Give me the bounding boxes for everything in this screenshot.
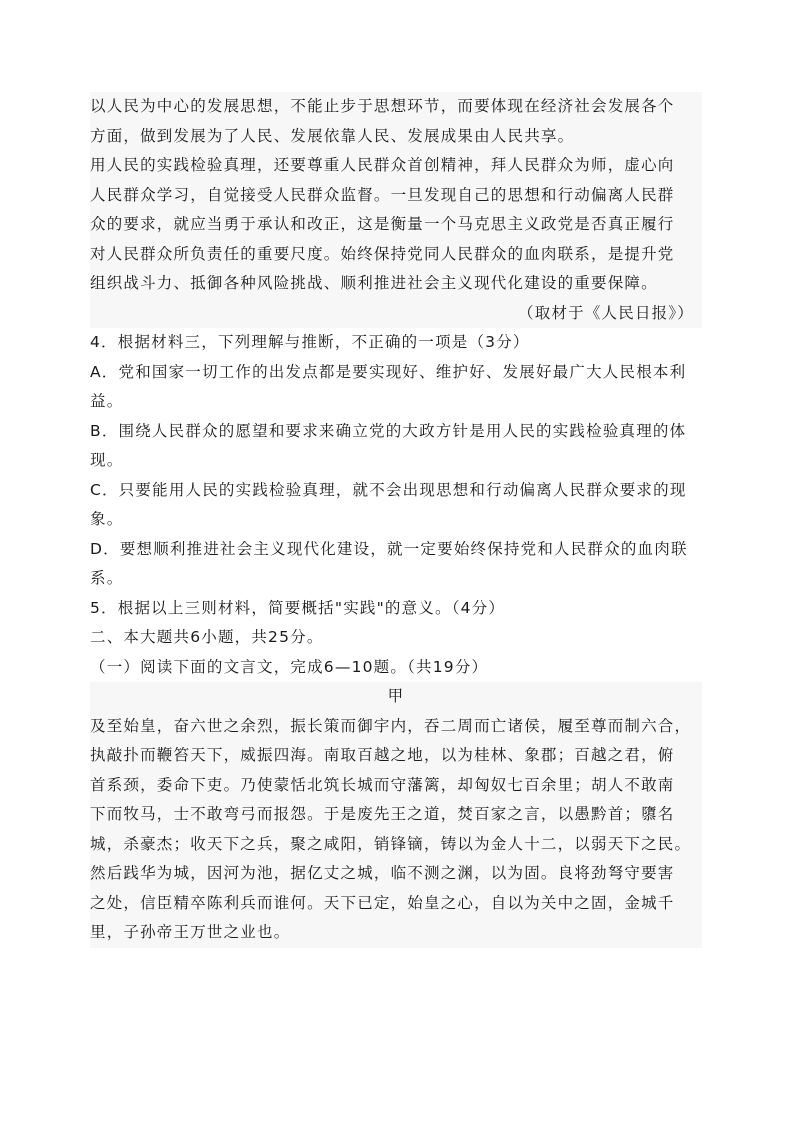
- question-4-option-b-cont: 现。: [90, 451, 124, 469]
- passage-line: 用人民的实践检验真理，还要尊重人民群众首创精神，拜人民群众为师，虚心向: [90, 156, 675, 174]
- question-4-stem: 4．根据材料三，下列理解与推断，不正确的一项是（3分）: [90, 333, 530, 351]
- classical-line: 然后践华为城，因河为池，据亿丈之城，临不测之渊，以为固。良将劲弩守要害: [90, 864, 675, 882]
- classical-line: 城，杀豪杰；收天下之兵，聚之咸阳，销锋镝，铸以为金人十二，以弱天下之民。: [90, 834, 692, 853]
- classical-line: 里，子孙帝王万世之业也。: [90, 923, 291, 941]
- question-5: 5．根据以上三则材料，简要概括"实践"的意义。（4分）: [90, 598, 506, 617]
- passage-line: 方面，做到发展为了人民、发展依靠人民、发展成果由人民共享。: [90, 126, 575, 145]
- exam-page: [90, 92, 702, 948]
- classical-line: 及至始皇，奋六世之余烈，振长策而御宇内，吞二周而亡诸侯，履至尊而制六合，: [90, 716, 692, 735]
- section-2-subheading: （一）阅读下面的文言文，完成6—10题。（共19分）: [90, 657, 489, 676]
- classical-line: 执敲扑而鞭笞天下，威振四海。南取百越之地，以为桂林、象郡；百越之君，俯: [90, 746, 675, 764]
- question-4-option-b: B．围绕人民群众的愿望和要求来确立党的大政方针是用人民的实践检验真理的体: [90, 421, 687, 440]
- question-4-option-c-cont: 象。: [90, 510, 124, 528]
- classical-line: 下而牧马，士不敢弯弓而报怨。于是废先王之道，焚百家之言，以愚黔首；隳名: [90, 805, 675, 823]
- classical-line: 首系颈，委命下吏。乃使蒙恬北筑长城而守藩篱，却匈奴七百余里；胡人不敢南: [90, 775, 675, 794]
- passage-line: 对人民群众所负责任的重要尺度。始终保持党同人民群众的血肉联系，是提升党: [90, 244, 675, 263]
- question-4-option-a: A．党和国家一切工作的出发点都是要实现好、维护好、发展好最广大人民根本利: [90, 362, 687, 381]
- question-4-option-d: D．要想顺利推进社会主义现代化建设，就一定要始终保持党和人民群众的血肉联: [90, 539, 688, 558]
- passage-line: 以人民为中心的发展思想，不能止步于思想环节，而要体现在经济社会发展各个: [90, 97, 675, 115]
- passage-title: 甲: [387, 687, 405, 705]
- source-citation: （取材于《人民日报》）: [518, 303, 694, 322]
- passage-line: 众的要求，就应当勇于承认和改正，这是衡量一个马克思主义政党是否真正履行: [90, 215, 675, 233]
- question-4-option-d-cont: 系。: [90, 569, 124, 587]
- question-4-option-a-cont: 益。: [90, 392, 124, 410]
- classical-passage: [90, 682, 702, 948]
- passage-line: 人民群众学习，自觉接受人民群众监督。一旦发现自己的思想和行动偏离人民群: [90, 185, 675, 204]
- material-three-passage: [90, 92, 702, 328]
- classical-line: 之处，信臣精卒陈利兵而谁何。天下已定，始皇之心，自以为关中之固，金城千: [90, 893, 675, 912]
- question-4-option-c: C．只要能用人民的实践检验真理，就不会出现思想和行动偏离人民群众要求的现: [90, 480, 687, 499]
- passage-line: 组织战斗力、抵御各种风险挑战、顺利推进社会主义现代化建设的重要保障。: [90, 274, 658, 292]
- section-2-heading: 二、本大题共6小题，共25分。: [90, 628, 324, 646]
